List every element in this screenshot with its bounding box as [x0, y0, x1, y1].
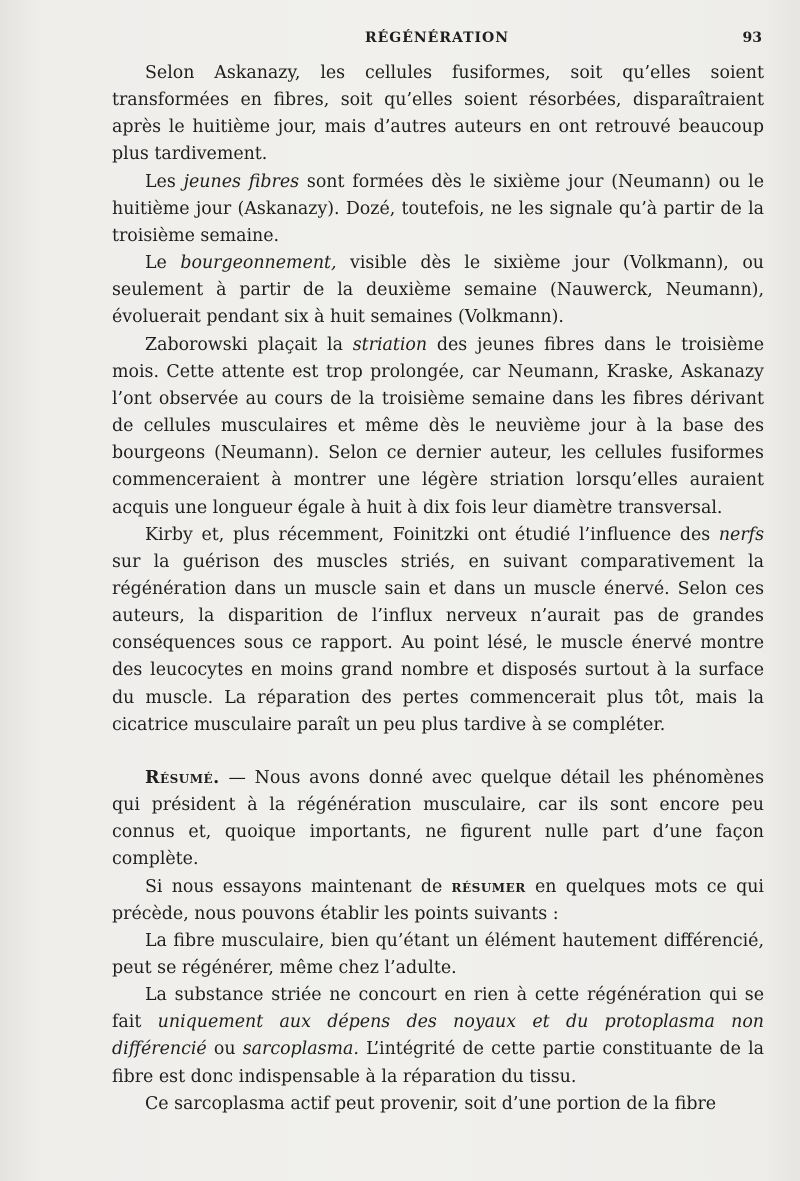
running-title: RÉGÉNÉRATION	[364, 30, 510, 46]
text-run: L’intégrité de cette partie constituante de la fibre est donc indispensable à la réparation du tissu.	[112, 1039, 764, 1087]
paragraph	[112, 874, 764, 928]
paragraph	[112, 250, 764, 331]
text-run: sont formées dès le sixième jour (Neumann) ou le huitième jour (Askanazy). Dozé, toutefois, ne les signale qu’à partir de la troisième semaine.	[112, 171, 765, 246]
paragraph	[112, 1091, 764, 1118]
text-run: — Nous avons donné avec quelque détail les phénomènes qui président à la régénération musculaire, car ils sont encore peu connus et, quoique importants, ne figurent nulle part d’une façon complète.	[112, 767, 764, 870]
text-run: La fibre musculaire, bien qu’étant un élément hautement différencié, peut se régénérer, même chez l’adulte.	[112, 930, 764, 978]
text-run: Le	[145, 253, 181, 274]
text-run: visible dès le sixième jour (Volkmann), ou seulement à partir de la deuxième semaine (Nauwerck, Neumann), évoluerait pendant six à huit semaines (Volkmann).	[112, 253, 764, 328]
paragraph	[112, 169, 764, 250]
text-run: des jeunes fibres dans le troisième mois. Cette attente est trop prolongée, car Neumann, Kraske, Askanazy l’ont observée au cours de la troisième semaine dans les fibres dérivant de cellules musculaires et même dès le neuvième jour à la base des bourgeons (Neumann). Selon ce dernier auteur, les cellules fusiformes commenceraient à montrer une légère striation lorsqu’elles auraient acquis une longueur égale à huit à dix fois leur diamètre transversal.	[112, 334, 765, 518]
text-run: Selon Askanazy, les cellules fusiformes, soit qu’elles soient transformées en fibres, soit qu’elles soient résorbées, disparaîtraient après le huitième jour, mais d’autres auteurs en ont retrouvé beaucoup plus tardivement.	[112, 63, 764, 165]
text-run: en quelques mots ce qui précède, nous pouvons établir les points suivants :	[112, 876, 764, 924]
paragraph	[112, 522, 764, 739]
paragraph	[112, 332, 764, 522]
smallcaps-text: Résumé.	[145, 767, 220, 788]
smallcaps-text: résumer	[451, 876, 526, 897]
text-run: sur la guérison des muscles striés, en suivant comparativement la régénération dans un muscle sain et dans un muscle énervé. Selon ces auteurs, la disparition de l’influx nerveux n’aurait pas de grandes conséquences sous ce rapport. Au point lésé, le muscle énervé montre des leucocytes en moins grand nombre et disposés surtout à la surface du muscle. La réparation des pertes commencerait plus tôt, mais la cicatrice musculaire paraît un peu plus tardive à se compléter.	[112, 551, 764, 735]
paragraph	[112, 765, 764, 874]
italic-text: jeunes fibres	[183, 171, 300, 192]
paragraph	[112, 60, 764, 169]
text-run: Ce sarcoplasma actif peut provenir, soit d’une portion de la fibre	[145, 1093, 717, 1114]
text-run: La substance striée ne concourt en rien à cette régénération qui se fait	[112, 985, 764, 1033]
text-run: Si nous essayons maintenant de	[145, 876, 452, 897]
running-head	[112, 30, 762, 52]
text-run: Les	[145, 171, 184, 192]
paragraph	[112, 982, 764, 1091]
italic-text: sarcoplasma.	[242, 1039, 359, 1060]
italic-text: nerfs	[718, 524, 764, 545]
text-run: ou	[206, 1039, 243, 1060]
text-body	[112, 60, 764, 1118]
italic-text: striation	[352, 334, 428, 355]
text-run: Kirby et, plus récemment, Foinitzki ont étudié l’influence des	[145, 524, 719, 545]
page-number: 93	[742, 30, 762, 46]
italic-text: bourgeonnement,	[180, 253, 337, 274]
text-run: Zaborowski plaçait la	[145, 334, 353, 355]
paragraph	[112, 928, 764, 982]
italic-text: uniquement aux dépens des noyaux et du protoplasma non différencié	[112, 1012, 764, 1060]
